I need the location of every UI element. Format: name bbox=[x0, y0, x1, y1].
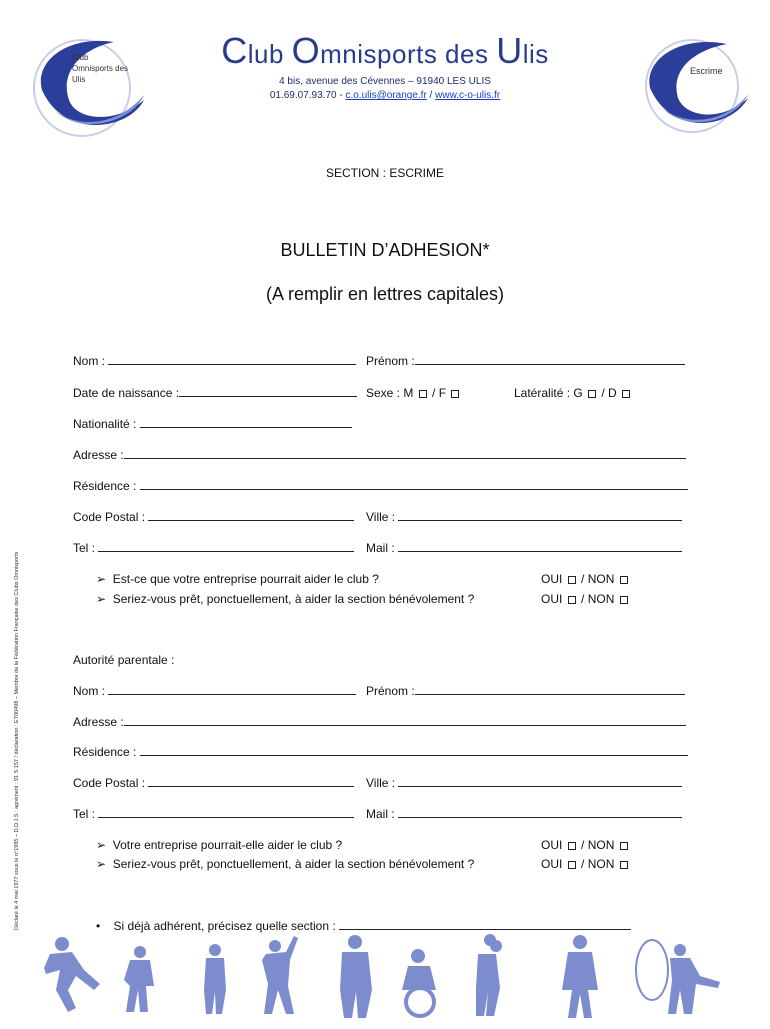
checkbox-lateralite-g[interactable] bbox=[588, 390, 596, 398]
answer-parent-entreprise: OUI / NON bbox=[541, 838, 630, 852]
club-address: 4 bis, avenue des Cévennes – 91940 LES ULIS bbox=[279, 76, 491, 87]
checkbox-non[interactable] bbox=[620, 842, 628, 850]
field-parent-mail[interactable]: Mail : bbox=[366, 807, 682, 821]
field-parent-nom[interactable]: Nom : bbox=[73, 684, 356, 698]
field-date-naissance[interactable]: Date de naissance : bbox=[73, 386, 357, 400]
page-subtitle: (A remplir en lettres capitales) bbox=[265, 284, 505, 304]
checkbox-non[interactable] bbox=[620, 576, 628, 584]
arrow-bullet-icon: ➢ bbox=[96, 572, 107, 586]
logo-text-line: Omnisports des bbox=[72, 64, 129, 73]
checkbox-sexe-f[interactable] bbox=[451, 390, 459, 398]
arrow-bullet-icon: ➢ bbox=[96, 857, 107, 871]
website-link[interactable]: www.c-o-ulis.fr bbox=[435, 90, 501, 101]
field-residence[interactable]: Résidence : bbox=[73, 479, 688, 493]
legal-vertical-text: Déclaré le 4 mai 1977 sous le n°1985 – D.D.J.S : agrément : 91 S 157 / déclaration : ET00498 – Membre de la Fédération Française des Clubs Omnisports bbox=[14, 551, 20, 930]
checkbox-lateralite-d[interactable] bbox=[622, 390, 630, 398]
field-sexe: Sexe : M / F bbox=[366, 386, 461, 400]
field-ville[interactable]: Ville : bbox=[366, 510, 682, 524]
sports-silhouettes-banner bbox=[40, 930, 740, 1024]
answer-entreprise: OUI / NON bbox=[541, 572, 630, 586]
club-name: Club Omnisports des Ulis bbox=[221, 30, 549, 71]
field-parent-prenom[interactable]: Prénom : bbox=[366, 684, 685, 698]
bullet-icon: • bbox=[96, 919, 101, 933]
checkbox-sexe-m[interactable] bbox=[419, 390, 427, 398]
field-adresse[interactable]: Adresse : bbox=[73, 448, 686, 462]
page-title: BULLETIN D’ADHESION* bbox=[280, 240, 490, 260]
field-parent-code-postal[interactable]: Code Postal : bbox=[73, 776, 354, 790]
logo-text-line: Ulis bbox=[72, 75, 86, 84]
section-label: SECTION : ESCRIME bbox=[325, 166, 444, 180]
logo-text-line: Club bbox=[72, 53, 89, 62]
email-link[interactable]: c.o.ulis@orange.fr bbox=[345, 90, 427, 101]
club-contact: 01.69.07.93.70 - c.o.ulis@orange.fr / www.c-o-ulis.fr bbox=[269, 90, 501, 101]
answer-parent-benevolat: OUI / NON bbox=[541, 857, 630, 871]
field-nom[interactable]: Nom : bbox=[73, 354, 356, 368]
field-tel[interactable]: Tel : bbox=[73, 541, 354, 555]
checkbox-oui[interactable] bbox=[568, 842, 576, 850]
field-deja-adherent[interactable]: • Si déjà adhérent, précisez quelle section : bbox=[96, 919, 631, 933]
field-parent-residence[interactable]: Résidence : bbox=[73, 745, 688, 759]
field-prenom[interactable]: Prénom : bbox=[366, 354, 685, 368]
arrow-bullet-icon: ➢ bbox=[96, 838, 107, 852]
checkbox-oui[interactable] bbox=[568, 596, 576, 604]
autorite-parentale-heading: Autorité parentale : bbox=[73, 653, 175, 667]
field-nationalite[interactable]: Nationalité : bbox=[73, 417, 352, 431]
logo-escrime-text: Escrime bbox=[690, 66, 723, 76]
checkbox-non[interactable] bbox=[620, 861, 628, 869]
question-benevolat: ➢ Seriez-vous prêt, ponctuellement, à aider la section bénévolement ? bbox=[96, 592, 475, 606]
question-entreprise: ➢ Est-ce que votre entreprise pourrait aider le club ? bbox=[96, 572, 379, 586]
answer-benevolat: OUI / NON bbox=[541, 592, 630, 606]
field-code-postal[interactable]: Code Postal : bbox=[73, 510, 354, 524]
checkbox-oui[interactable] bbox=[568, 576, 576, 584]
field-mail[interactable]: Mail : bbox=[366, 541, 682, 555]
checkbox-oui[interactable] bbox=[568, 861, 576, 869]
question-parent-entreprise: ➢ Votre entreprise pourrait-elle aider le club ? bbox=[96, 838, 343, 852]
checkbox-non[interactable] bbox=[620, 596, 628, 604]
field-lateralite: Latéralité : G / D bbox=[514, 386, 632, 400]
field-parent-ville[interactable]: Ville : bbox=[366, 776, 682, 790]
question-parent-benevolat: ➢ Seriez-vous prêt, ponctuellement, à aider la section bénévolement ? bbox=[96, 857, 475, 871]
arrow-bullet-icon: ➢ bbox=[96, 592, 107, 606]
field-parent-adresse[interactable]: Adresse : bbox=[73, 715, 686, 729]
field-parent-tel[interactable]: Tel : bbox=[73, 807, 354, 821]
